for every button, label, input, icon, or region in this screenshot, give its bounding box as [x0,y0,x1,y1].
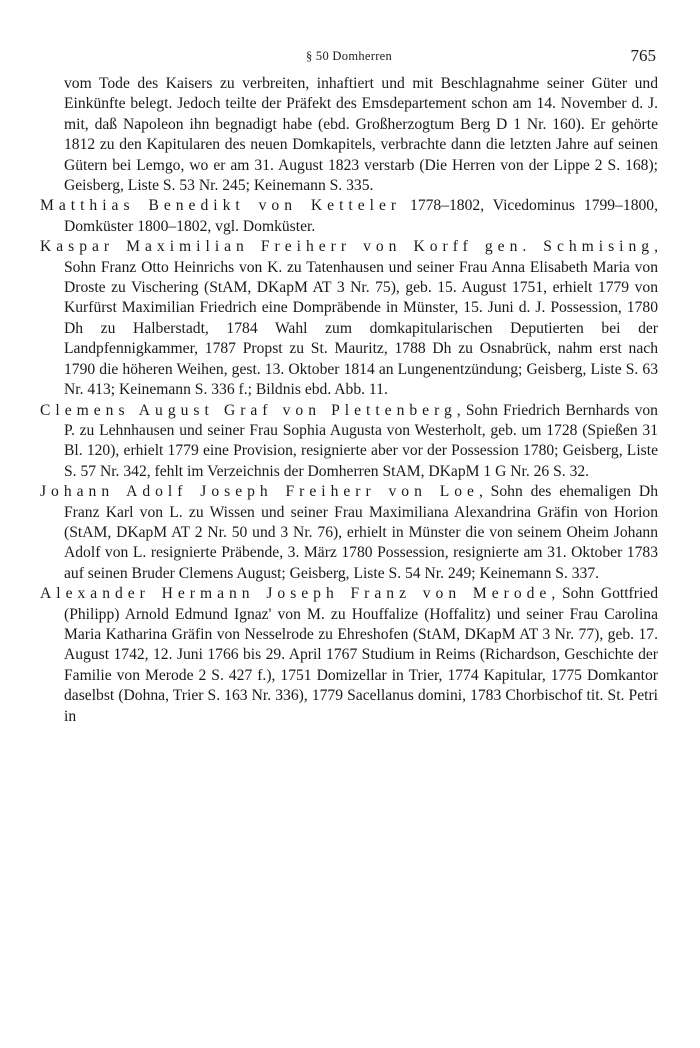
entry-name: Clemens August Graf von Plettenberg [40,401,457,419]
page-number: 765 [630,46,656,65]
entry-ketteler [40,196,658,237]
entry-name: Alexander Hermann Joseph Franz von Merode [40,585,552,603]
continued-paragraph: vom Tode des Kaisers zu verbreiten, inhaftiert und mit Beschlagnahme seiner Güter und Einkünfte belegt. Jedoch teilte der Präfekt des Emsdepartement schon am 14. November d. J. mit, daß Napoleon ihn begnadigt habe (ebd. Großherzogtum Berg D 1 Nr. 160). Er gehörte 1812 zu den Kapitularen des neuen Domkapitels, verbrachte dann die letzten Jahre auf seinen Gütern bei Lemgo, wo er am 31. August 1823 verstarb (Die Herren von der Lippe 2 S. 168); Geisberg, Liste S. 53 Nr. 245; Keinemann S. 335. [64,75,658,195]
entry-plettenberg [40,401,658,483]
entry-text: , Sohn Franz Otto Heinrichs von K. zu Tatenhausen und seiner Frau Anna Elisabeth Maria von Droste zu Vischering (StAM, DKapM AT 3 Nr. 75), geb. 15. August 1751, erhielt 1779 von Kurfürst Maximilian Friedrich eine Dompräbende in Münster, 15. Juni d. J. Possession, 1780 Dh zu Halberstadt, 1784 Wahl zum domkapitularischen Deputierten bei der Landpfennigkammer, 1787 Propst zu St. Mauritz, 1788 Dh zu Osnabrück, nahm erst nach 1790 die höheren Weihen, gest. 13. Oktober 1814 an Lungenentzündung; Geisberg, Liste S. 63 Nr. 413; Keinemann S. 336 f.; Bildnis ebd. Abb. 11. [64,238,658,399]
entry-text: , Sohn Friedrich Bernhards von P. zu Lehnhausen und seiner Frau Sophia Augusta von Westerholt, geb. um 1728 (Spießen 31 Bl. 120), erhielt 1779 eine Provision, resignierte aber vor der Possession 1780; Geisberg, Liste S. 57 Nr. 342, fehlt im Verzeichnis der Domherren StAM, DKapM 1 G Nr. 26 S. 32. [64,401,658,480]
entry-name: Kaspar Maximilian Freiherr von Korff gen. Schmising [40,238,655,256]
text-body [40,74,658,727]
entry-name: Matthias Benedikt von Ketteler [40,197,402,215]
section-title: § 50 Domherren [305,49,393,63]
document-page [40,0,658,727]
entry-text: 1778–1802, Vicedominus 1799–1800, Domküster 1800–1802, vgl. Domküster. [64,197,658,235]
entry-text: , Sohn Gottfried (Philipp) Arnold Edmund Ignaz' von M. zu Houffalize (Hoffalitz) und seiner Frau Carolina Maria Katharina Gräfin von Nesselrode zu Ehreshofen (StAM, DKapM AT 3 Nr. 77), geb. 17. August 1742, 12. Juni 1766 bis 29. April 1767 Studium in Reims (Richardson, Geschichte der Familie von Merode 2 S. 427 f.), 1751 Domizellar in Trier, 1774 Kapitular, 1775 Domkantor daselbst (Dohna, Trier S. 163 Nr. 336), 1779 Sacellanus domini, 1783 Chorbischof tit. St. Petri in [64,585,658,725]
entry-korff [40,237,658,400]
entry-merode [40,584,658,727]
entry-loe [40,482,658,584]
entry-name: Johann Adolf Joseph Freiherr von Loe [40,483,479,501]
running-header [40,46,658,66]
entry-text: , Sohn des ehemaligen Dh Franz Karl von L. zu Wissen und seiner Frau Maximiliana Alexandrina Gräfin von Horion (StAM, DKapM AT 2 Nr. 50 und 3 Nr. 76), erhielt in Münster die von seinem Oheim Johann Adolf von L. resignierte Präbende, 3. März 1780 Possession, resignierte am 31. Oktober 1783 auf seinen Bruder Clemens August; Geisberg, Liste S. 54 Nr. 249; Keinemann S. 337. [64,483,658,582]
